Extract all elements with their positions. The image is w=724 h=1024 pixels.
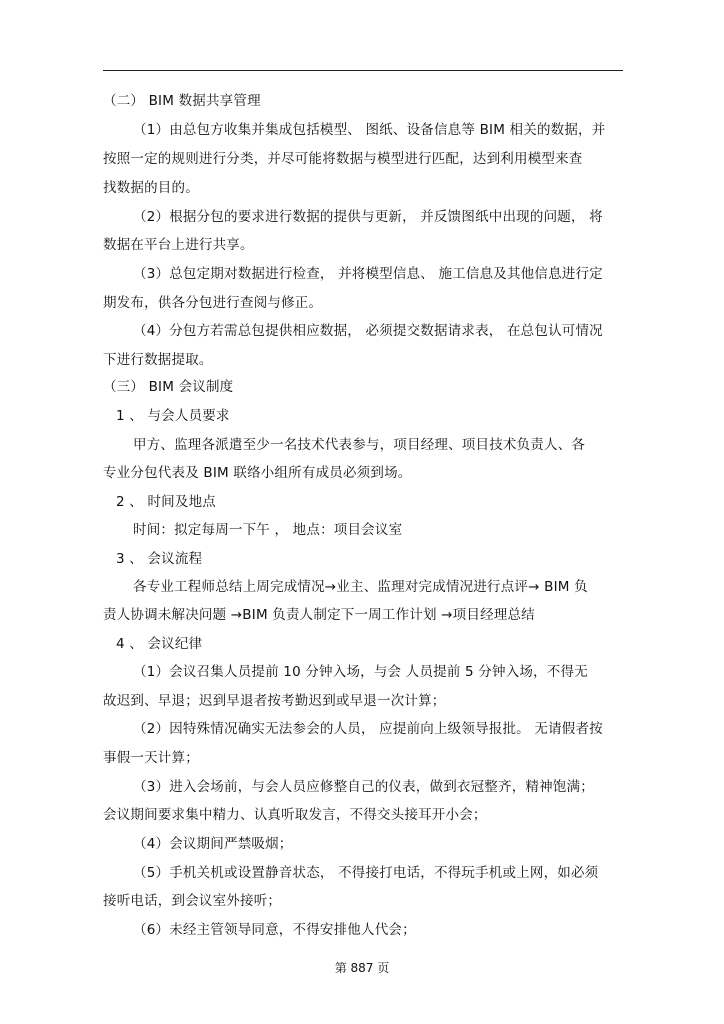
paragraph-line: （5）手机关机或设置静音状态， 不得接打电话，不得玩手机或上网，如必须 xyxy=(133,865,599,881)
paragraph-line: （3）总包定期对数据进行检查， 并将模型信息、 施工信息及其他信息进行定 xyxy=(133,266,603,282)
paragraph-line: 故迟到、早退；迟到早退者按考勤迟到或早退一次计算； xyxy=(103,693,446,709)
section-heading-data-sharing: （二） BIM 数据共享管理 xyxy=(103,93,261,109)
paragraph-line: 时间：拟定每周一下午 ， 地点：项目会议室 xyxy=(133,522,403,538)
paragraph-line: （2）因特殊情况确实无法参会的人员， 应提前向上级领导报批。 无请假者按 xyxy=(133,721,603,737)
page-number: 第 887 页 xyxy=(334,961,390,975)
paragraph-line: 数据在平台上进行共享。 xyxy=(103,237,254,253)
paragraph-line: 甲方、监理各派遣至少一名技术代表参与，项目经理、项目技术负责人、各 xyxy=(133,437,586,453)
paragraph-line: （2）根据分包的要求进行数据的提供与更新， 并反馈图纸中出现的问题， 将 xyxy=(133,209,603,225)
paragraph-line: （3）进入会场前，与会人员应修整自己的仪表，做到衣冠整齐，精神饱满； xyxy=(133,779,594,795)
paragraph-line: 按照一定的规则进行分类，并尽可能将数据与模型进行匹配，达到利用模型来查 xyxy=(103,151,583,167)
paragraph-line: 接听电话，到会议室外接听； xyxy=(103,893,282,909)
paragraph-line: 责人协调未解决问题 →BIM 负责人制定下一周工作计划 →项目经理总结 xyxy=(103,607,535,623)
paragraph-line: （4）会议期间严禁吸烟； xyxy=(133,836,293,852)
paragraph-line: （1）由总包方收集并集成包括模型、 图纸、设备信息等 BIM 相关的数据，并 xyxy=(133,122,606,138)
paragraph-line: （6）未经主管领导同意，不得安排他人代会； xyxy=(133,922,416,938)
paragraph-line: （1）会议召集人员提前 10 分钟入场，与会 人员提前 5 分钟入场，不得无 xyxy=(133,664,588,680)
paragraph-line: 会议期间要求集中精力、认真听取发言，不得交头接耳开小会； xyxy=(103,807,487,823)
paragraph-line: （4）分包方若需总包提供相应数据， 必须提交数据请求表， 在总包认可情况 xyxy=(133,323,603,339)
subheading-attendees: 1 、 与会人员要求 xyxy=(116,408,230,424)
subheading-meeting-discipline: 4 、 会议纪律 xyxy=(116,636,203,652)
paragraph-line: 找数据的目的。 xyxy=(103,180,199,196)
paragraph-line: 下进行数据提取。 xyxy=(103,352,213,368)
paragraph-line: 期发布，供各分包进行查阅与修正。 xyxy=(103,295,323,311)
header-rule xyxy=(103,70,623,71)
paragraph-line: 专业分包代表及 BIM 联络小组所有成员必须到场。 xyxy=(103,465,412,481)
paragraph-line: 事假一天计算； xyxy=(103,750,199,766)
section-heading-meeting-system: （三） BIM 会议制度 xyxy=(103,379,234,395)
subheading-time-location: 2 、 时间及地点 xyxy=(116,494,216,510)
subheading-meeting-process: 3 、 会议流程 xyxy=(116,551,203,567)
paragraph-line: 各专业工程师总结上周完成情况→业主、监理对完成情况进行点评→ BIM 负 xyxy=(133,579,588,595)
